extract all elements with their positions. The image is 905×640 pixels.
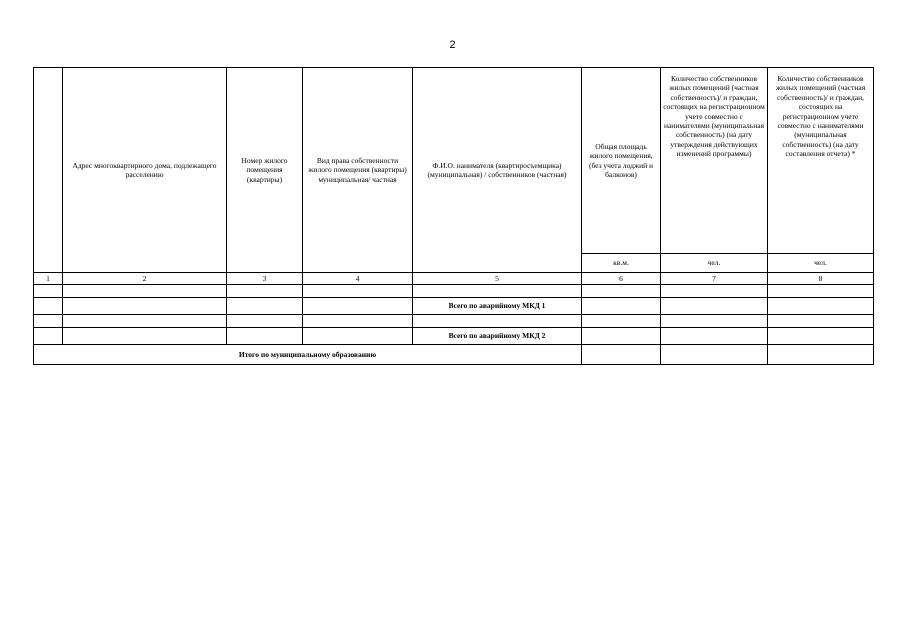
header-address: Адрес многоквартирного дома, подлежащего расселению bbox=[63, 68, 227, 273]
column-number: 8 bbox=[768, 273, 874, 285]
header-tenant-name: Ф.И.О. нанимателя (квартиросъемщика) (муниципальная) / собственников (частная) bbox=[413, 68, 582, 273]
table-row-total-mkd-1 bbox=[34, 298, 874, 315]
column-number: 4 bbox=[303, 273, 413, 285]
header-ownership-type: Вид права собственности жилого помещения (квартиры) муниципальная/ частная bbox=[303, 68, 413, 273]
column-number: 5 bbox=[413, 273, 582, 285]
total-mkd-1-label: Всего по аварийному МКД 1 bbox=[413, 298, 582, 315]
header-row bbox=[34, 68, 874, 254]
unit-sqm: кв.м. bbox=[582, 254, 661, 273]
header-apartment-number: Номер жилого помещения (квартиры) bbox=[227, 68, 303, 273]
column-number: 6 bbox=[582, 273, 661, 285]
resettlement-table bbox=[33, 67, 874, 365]
unit-persons-approval: чел. bbox=[661, 254, 768, 273]
table-row bbox=[34, 315, 874, 328]
column-number: 1 bbox=[34, 273, 63, 285]
column-number: 2 bbox=[63, 273, 227, 285]
table-row-total-mkd-2 bbox=[34, 328, 874, 345]
unit-persons-report: чел. bbox=[768, 254, 874, 273]
header-owners-count-report: Количество собственников жилых помещений (частная собственность)/ и граждан, состоящих на регистрационном учете совместно с нанимателями (муниципальная собственность) (на дату составления отчета) * bbox=[768, 68, 874, 254]
grand-total-label: Итого по муниципальному образованию bbox=[34, 345, 582, 365]
table-row bbox=[34, 285, 874, 298]
column-number: 7 bbox=[661, 273, 768, 285]
header-owners-count-approval: Количество собственников жилых помещений (частная собственность)/ и граждан, состоящих на регистрационном учете совместно с нанимателями (муниципальная собственность) (на дату утверждения действующих изменений программы) bbox=[661, 68, 768, 254]
column-number: 3 bbox=[227, 273, 303, 285]
total-mkd-2-label: Всего по аварийному МКД 2 bbox=[413, 328, 582, 345]
page-number: 2 bbox=[449, 39, 456, 51]
table-row-grand-total bbox=[34, 345, 874, 365]
header-col1 bbox=[34, 68, 63, 273]
column-numbers-row bbox=[34, 273, 874, 285]
header-total-area: Общая площадь жилого помещения, (без учета лоджий и балконов) bbox=[582, 68, 661, 254]
